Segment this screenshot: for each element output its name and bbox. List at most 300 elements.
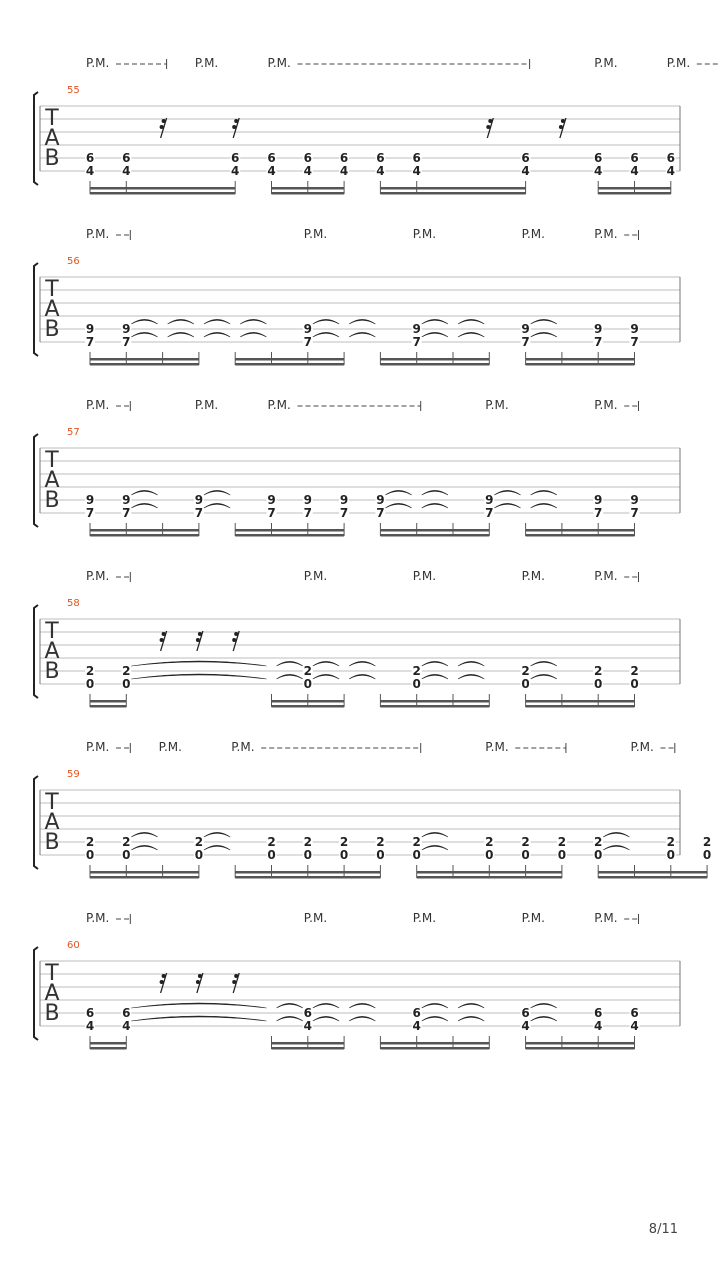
- fret-number: 6: [339, 151, 349, 165]
- tab-clef-a: A: [44, 297, 60, 322]
- tie-arc: [385, 503, 411, 508]
- tie-arc: [131, 832, 157, 837]
- palm-mute-mark: P.M.: [485, 398, 509, 412]
- tie-arc: [531, 332, 557, 337]
- fret-number: 9: [376, 493, 385, 507]
- rest-dot: [486, 125, 490, 129]
- tie-arc: [131, 674, 266, 679]
- tie-arc: [422, 319, 448, 324]
- tie-arc: [277, 661, 303, 666]
- beam: [598, 876, 707, 879]
- fret-number: 6: [594, 151, 603, 165]
- beam: [380, 534, 489, 537]
- fret-number: 9: [630, 493, 639, 507]
- palm-mute-mark: P.M.: [630, 740, 654, 754]
- fret-number: 9: [303, 493, 312, 507]
- system-bracket: [34, 776, 38, 869]
- palm-mute-mark: P.M.: [521, 227, 545, 241]
- fret-number: 0: [376, 848, 385, 862]
- tab-clef-b: B: [44, 488, 60, 513]
- tab-clef-b: B: [44, 659, 60, 684]
- palm-mute-mark: P.M.: [521, 911, 545, 925]
- fret-number: 7: [376, 506, 385, 520]
- fret-number: 7: [303, 506, 312, 520]
- fret-number: 4: [630, 1019, 639, 1033]
- rest-dot: [232, 125, 236, 129]
- palm-mute-mark: P.M.: [303, 569, 328, 583]
- beam: [90, 529, 199, 532]
- tie-arc: [531, 490, 557, 495]
- fret-number: 4: [122, 1019, 131, 1033]
- fret-number: 4: [85, 1019, 95, 1033]
- fret-number: 9: [194, 493, 204, 507]
- fret-number: 6: [666, 151, 675, 165]
- fret-number: 0: [267, 848, 276, 862]
- beam: [235, 529, 344, 532]
- tie-arc: [277, 1016, 303, 1021]
- fret-number: 2: [122, 664, 131, 678]
- fret-number: 7: [521, 335, 530, 349]
- fret-number: 6: [521, 151, 530, 165]
- fret-number: 2: [303, 664, 312, 678]
- fret-number: 9: [521, 322, 530, 336]
- rest-dot: [198, 974, 202, 978]
- fret-number: 6: [85, 151, 95, 165]
- tab-system-56: [34, 227, 680, 366]
- beam: [90, 876, 199, 879]
- tie-arc: [531, 1003, 557, 1008]
- palm-mute-mark: P.M.: [86, 227, 110, 241]
- measure-number: 60: [67, 940, 80, 951]
- palm-mute-mark: P.M.: [666, 56, 691, 70]
- fret-number: 2: [85, 664, 95, 678]
- tie-arc: [494, 503, 520, 508]
- beam: [90, 1047, 126, 1050]
- tie-arc: [313, 661, 339, 666]
- measure-number: 56: [67, 256, 80, 267]
- fret-number: 7: [122, 335, 131, 349]
- tie-arc: [349, 674, 375, 679]
- tab-clef-t: T: [45, 961, 59, 986]
- fret-number: 7: [594, 506, 603, 520]
- palm-mute-mark: P.M.: [303, 911, 328, 925]
- system-bracket: [34, 947, 38, 1040]
- tie-arc: [422, 661, 448, 666]
- tab-system-55: [34, 56, 720, 195]
- tie-arc: [531, 503, 557, 508]
- beam: [235, 876, 380, 879]
- fret-number: 0: [303, 677, 312, 691]
- fret-number: 4: [122, 164, 131, 178]
- tab-clef-t: T: [45, 790, 59, 815]
- tie-arc: [131, 490, 157, 495]
- fret-number: 6: [630, 151, 639, 165]
- tab-clef-b: B: [44, 1001, 60, 1026]
- tie-arc: [313, 1016, 339, 1021]
- fret-number: 2: [666, 835, 675, 849]
- beam: [90, 192, 235, 195]
- fret-number: 0: [594, 677, 603, 691]
- fret-number: 7: [122, 506, 131, 520]
- fret-number: 9: [85, 493, 95, 507]
- fret-number: 0: [122, 677, 131, 691]
- fret-number: 2: [303, 835, 312, 849]
- palm-mute-mark: P.M.: [86, 911, 110, 925]
- fret-number: 7: [303, 335, 312, 349]
- fret-number: 2: [339, 835, 349, 849]
- tie-arc: [349, 661, 375, 666]
- system-bracket: [34, 605, 38, 698]
- tie-arc: [204, 845, 230, 850]
- fret-number: 0: [702, 848, 712, 862]
- beam: [380, 192, 525, 195]
- fret-number: 6: [303, 151, 312, 165]
- tie-arc: [131, 503, 157, 508]
- measure-number: 57: [67, 427, 80, 438]
- tab-system-59: [34, 740, 712, 879]
- fret-number: 2: [557, 835, 567, 849]
- tie-arc: [349, 319, 375, 324]
- fret-number: 6: [594, 1006, 603, 1020]
- fret-number: 7: [630, 335, 639, 349]
- fret-number: 4: [521, 164, 530, 178]
- fret-number: 0: [122, 848, 131, 862]
- beam: [598, 187, 671, 190]
- tab-clef-b: B: [44, 317, 60, 342]
- beam: [272, 1042, 345, 1045]
- beam: [526, 705, 635, 708]
- palm-mute-mark: P.M.: [521, 569, 545, 583]
- tie-arc: [168, 332, 194, 337]
- system-bracket: [34, 434, 38, 527]
- beam: [272, 705, 345, 708]
- tie-arc: [277, 1003, 303, 1008]
- fret-number: 2: [630, 664, 639, 678]
- fret-number: 4: [231, 164, 240, 178]
- rest-dot: [234, 632, 238, 636]
- beam: [90, 187, 235, 190]
- beam: [380, 1042, 489, 1045]
- beam: [90, 700, 126, 703]
- tie-arc: [204, 490, 230, 495]
- fret-number: 4: [412, 164, 421, 178]
- rest-dot: [160, 638, 164, 642]
- tie-arc: [131, 1003, 266, 1008]
- palm-mute-mark: P.M.: [594, 227, 618, 241]
- tie-arc: [422, 1003, 448, 1008]
- fret-number: 9: [85, 322, 95, 336]
- fret-number: 6: [267, 151, 276, 165]
- fret-number: 4: [594, 1019, 603, 1033]
- fret-number: 2: [194, 835, 204, 849]
- fret-number: 2: [702, 835, 712, 849]
- system-bracket: [34, 92, 38, 185]
- beam: [417, 876, 562, 879]
- rest-dot: [561, 119, 565, 123]
- beam: [526, 1047, 635, 1050]
- fret-number: 0: [194, 848, 204, 862]
- beam: [598, 871, 707, 874]
- tie-arc: [603, 845, 629, 850]
- tie-arc: [458, 319, 484, 324]
- tab-clef-t: T: [45, 619, 59, 644]
- palm-mute-mark: P.M.: [231, 740, 255, 754]
- fret-number: 4: [85, 164, 95, 178]
- tab-clef-a: A: [44, 126, 60, 151]
- fret-number: 2: [122, 835, 131, 849]
- palm-mute-mark: P.M.: [267, 56, 291, 70]
- beam: [526, 534, 635, 537]
- fret-number: 7: [412, 335, 421, 349]
- fret-number: 6: [85, 1006, 95, 1020]
- palm-mute-mark: P.M.: [194, 56, 219, 70]
- tie-arc: [531, 674, 557, 679]
- rest-dot: [162, 974, 166, 978]
- fret-number: 0: [666, 848, 675, 862]
- fret-number: 0: [485, 848, 494, 862]
- fret-number: 6: [376, 151, 385, 165]
- beam: [90, 1042, 126, 1045]
- fret-number: 4: [412, 1019, 421, 1033]
- beam: [526, 358, 635, 361]
- tie-arc: [458, 674, 484, 679]
- fret-number: 2: [376, 835, 385, 849]
- tie-arc: [458, 661, 484, 666]
- tab-system-57: [34, 398, 680, 537]
- tie-arc: [458, 1003, 484, 1008]
- tie-arc: [422, 490, 448, 495]
- beam: [598, 192, 671, 195]
- fret-number: 7: [339, 506, 349, 520]
- palm-mute-mark: P.M.: [194, 398, 219, 412]
- palm-mute-mark: P.M.: [594, 911, 618, 925]
- fret-number: 0: [339, 848, 349, 862]
- fret-number: 0: [85, 848, 95, 862]
- tie-arc: [422, 674, 448, 679]
- tie-arc: [204, 503, 230, 508]
- fret-number: 0: [630, 677, 639, 691]
- rest-dot: [196, 638, 200, 642]
- beam: [90, 534, 199, 537]
- palm-mute-mark: P.M.: [594, 569, 618, 583]
- tie-arc: [240, 332, 266, 337]
- fret-number: 6: [521, 1006, 530, 1020]
- fret-number: 9: [122, 322, 131, 336]
- fret-number: 7: [267, 506, 276, 520]
- fret-number: 4: [666, 164, 675, 178]
- tie-arc: [422, 832, 448, 837]
- fret-number: 2: [412, 835, 421, 849]
- page-number: 8/11: [648, 1222, 678, 1237]
- palm-mute-mark: P.M.: [594, 56, 618, 70]
- palm-mute-mark: P.M.: [158, 740, 182, 754]
- fret-number: 4: [521, 1019, 530, 1033]
- tie-arc: [385, 490, 411, 495]
- tab-clef-b: B: [44, 830, 60, 855]
- fret-number: 4: [267, 164, 276, 178]
- tab-system-60: [34, 911, 680, 1050]
- beam: [380, 705, 489, 708]
- palm-mute-mark: P.M.: [86, 569, 110, 583]
- system-bracket: [34, 263, 38, 356]
- fret-number: 0: [594, 848, 603, 862]
- tie-arc: [422, 503, 448, 508]
- fret-number: 2: [594, 664, 603, 678]
- beam: [272, 187, 345, 190]
- tab-system-58: [34, 569, 680, 708]
- fret-number: 4: [303, 1019, 312, 1033]
- rest-dot: [162, 119, 166, 123]
- tie-arc: [494, 490, 520, 495]
- palm-mute-mark: P.M.: [485, 740, 509, 754]
- tie-arc: [531, 661, 557, 666]
- tab-clef-a: A: [44, 468, 60, 493]
- palm-mute-mark: P.M.: [86, 740, 110, 754]
- palm-mute-mark: P.M.: [86, 398, 110, 412]
- fret-number: 2: [521, 664, 530, 678]
- beam: [380, 363, 489, 366]
- beam: [235, 534, 344, 537]
- fret-number: 6: [412, 151, 421, 165]
- tie-arc: [531, 319, 557, 324]
- tie-arc: [204, 319, 230, 324]
- beam: [380, 187, 525, 190]
- fret-number: 7: [485, 506, 494, 520]
- beam: [272, 700, 345, 703]
- tab-clef-a: A: [44, 981, 60, 1006]
- fret-number: 7: [194, 506, 204, 520]
- fret-number: 7: [630, 506, 639, 520]
- tab-clef-t: T: [45, 106, 59, 131]
- tie-arc: [168, 319, 194, 324]
- tie-arc: [313, 319, 339, 324]
- fret-number: 2: [521, 835, 530, 849]
- fret-number: 6: [630, 1006, 639, 1020]
- rest-dot: [160, 125, 164, 129]
- tie-arc: [240, 319, 266, 324]
- fret-number: 0: [412, 848, 421, 862]
- tie-arc: [603, 832, 629, 837]
- tab-clef-t: T: [45, 448, 59, 473]
- fret-number: 9: [594, 322, 603, 336]
- rest-dot: [234, 119, 238, 123]
- rest-dot: [198, 632, 202, 636]
- tie-arc: [204, 332, 230, 337]
- beam: [380, 529, 489, 532]
- fret-number: 9: [594, 493, 603, 507]
- rest-dot: [196, 980, 200, 984]
- fret-number: 9: [122, 493, 131, 507]
- tab-clef-a: A: [44, 810, 60, 835]
- fret-number: 6: [412, 1006, 421, 1020]
- fret-number: 9: [267, 493, 276, 507]
- measure-number: 58: [67, 598, 80, 609]
- rest-dot: [232, 980, 236, 984]
- fret-number: 0: [521, 848, 530, 862]
- measure-number: 55: [67, 85, 80, 96]
- fret-number: 6: [231, 151, 240, 165]
- beam: [90, 705, 126, 708]
- fret-number: 7: [594, 335, 603, 349]
- fret-number: 6: [303, 1006, 312, 1020]
- beam: [90, 363, 199, 366]
- tie-arc: [204, 832, 230, 837]
- tie-arc: [313, 674, 339, 679]
- fret-number: 2: [412, 664, 421, 678]
- tie-arc: [458, 332, 484, 337]
- tie-arc: [131, 845, 157, 850]
- beam: [235, 363, 344, 366]
- fret-number: 4: [630, 164, 639, 178]
- tab-clef-t: T: [45, 277, 59, 302]
- tie-arc: [422, 332, 448, 337]
- tie-arc: [277, 674, 303, 679]
- palm-mute-mark: P.M.: [303, 227, 328, 241]
- fret-number: 9: [630, 322, 639, 336]
- palm-mute-mark: P.M.: [267, 398, 291, 412]
- beam: [90, 871, 199, 874]
- fret-number: 0: [412, 677, 421, 691]
- fret-number: 7: [85, 335, 95, 349]
- palm-mute-mark: P.M.: [412, 911, 437, 925]
- beam: [272, 192, 345, 195]
- fret-number: 9: [485, 493, 494, 507]
- palm-mute-mark: P.M.: [412, 569, 437, 583]
- fret-number: 0: [303, 848, 312, 862]
- rest-dot: [234, 974, 238, 978]
- beam: [272, 1047, 345, 1050]
- tie-arc: [131, 661, 266, 666]
- fret-number: 9: [303, 322, 312, 336]
- fret-number: 4: [376, 164, 385, 178]
- beam: [235, 871, 380, 874]
- fret-number: 2: [485, 835, 494, 849]
- beam: [526, 363, 635, 366]
- fret-number: 9: [412, 322, 421, 336]
- tie-arc: [422, 1016, 448, 1021]
- tie-arc: [131, 319, 157, 324]
- beam: [235, 358, 344, 361]
- beam: [417, 871, 562, 874]
- measure-number: 59: [67, 769, 80, 780]
- fret-number: 0: [521, 677, 530, 691]
- rest-dot: [488, 119, 492, 123]
- beam: [526, 700, 635, 703]
- fret-number: 6: [122, 151, 131, 165]
- palm-mute-mark: P.M.: [412, 227, 437, 241]
- tie-arc: [458, 1016, 484, 1021]
- tie-arc: [349, 1016, 375, 1021]
- tie-arc: [531, 1016, 557, 1021]
- tab-clef-a: A: [44, 639, 60, 664]
- fret-number: 2: [85, 835, 95, 849]
- tab-clef-b: B: [44, 146, 60, 171]
- tie-arc: [349, 1003, 375, 1008]
- beam: [526, 1042, 635, 1045]
- beam: [526, 529, 635, 532]
- fret-number: 2: [267, 835, 276, 849]
- palm-mute-mark: P.M.: [86, 56, 110, 70]
- beam: [380, 700, 489, 703]
- beam: [380, 1047, 489, 1050]
- tie-arc: [131, 1016, 266, 1021]
- fret-number: 0: [557, 848, 567, 862]
- fret-number: 0: [85, 677, 95, 691]
- tie-arc: [313, 332, 339, 337]
- fret-number: 6: [122, 1006, 131, 1020]
- tie-arc: [422, 845, 448, 850]
- fret-number: 7: [85, 506, 95, 520]
